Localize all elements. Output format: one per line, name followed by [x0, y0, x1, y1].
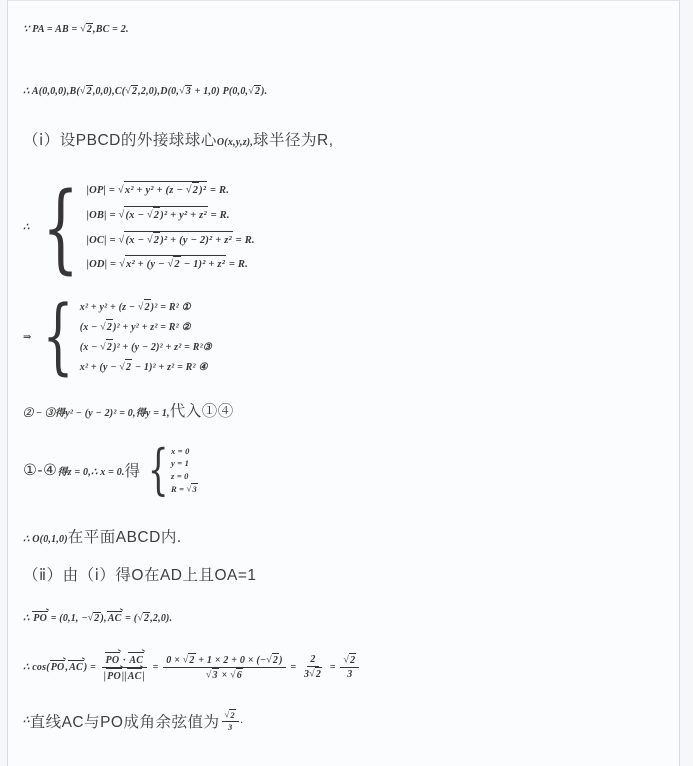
chinese-text: 得 [124, 463, 141, 481]
chinese-text: 在平面ABCD内. [67, 528, 182, 546]
vector-overbar: PO [105, 652, 121, 667]
line-subtract-2-3 [23, 399, 679, 421]
math-text: ∴ O(0,1,0) [23, 533, 68, 545]
sqrt-radical: √2 [224, 709, 235, 720]
sqrt-radical: √x² + y² + (z − √2)² [118, 181, 207, 200]
equation-system: { x² + y² + (z − √2)² = R² ① (x − √2)² + y² + z² = R² ② (x − √2)² + (y − 2)² + z² = R²③ x² + (y − √2 − 1)² + z² = R² ④ [42, 289, 212, 385]
equation-row: z = 0 [170, 470, 189, 481]
equation-row: R = √3 [170, 483, 197, 494]
sqrt-radical: √2 [147, 232, 160, 250]
fraction: $\frac{√2}{3}$ [340, 653, 359, 681]
system-squared [23, 289, 679, 385]
sqrt-radical: √2 [186, 182, 199, 200]
equation-system: { |OP| = √x² + y² + (z − √2)² = R. |OB| = √(x − √2)² + y² + z² = R. |OC| = √(x − √2)² + (y − 2)² + z² = R. |OD| = √x² + (y − √2 − 1)² + z² = R. [41, 171, 255, 284]
sqrt-radical: √x² + (y − √2 − 1)² + z² [119, 255, 226, 274]
fraction: $\frac{PO \cdot AC}{|PO||AC|}$ [101, 652, 148, 683]
math-text: ∴ cos(PO,AC) = $\frac{PO \cdot AC}{|PO||AC|}$ = $\frac{0 \times √2 + 1 \times 2 + 0 \times (-√2)}{√3 \times √6}$ = $\frac{2}{3√2}$ = $\frac{√2}{3}$ [23, 652, 361, 683]
sqrt-radical: √(x − √2)² + (y − 2)² + z² [119, 231, 233, 250]
line-given [23, 23, 679, 35]
chinese-text: （ⅱ）由（ⅰ）得O在AD上且OA=1 [23, 566, 257, 584]
sqrt-radical: √2 [137, 612, 150, 624]
sqrt-radical: √2 [182, 654, 195, 666]
sqrt-radical: √2 [119, 359, 132, 375]
math-text: ∵ PA = AB = √2,BC = 2. [23, 23, 129, 35]
chinese-text: 直线AC与PO成角余弦值为 [29, 713, 220, 731]
math-text: ∴ A(0,0,0),B(√2,0,0),C(√2,2,0),D(0,√3 + 1,0) P(0,0,√2). [23, 85, 268, 97]
equation-row: y = 1 [170, 458, 190, 469]
vector-overbar: AC [127, 668, 143, 683]
vector-overbar: AC [128, 652, 144, 667]
math-text: ② − ③得y² − (y − 2)² = 0,得y = 1, [23, 408, 170, 420]
vector-overbar: PO [106, 668, 122, 683]
line-center-in-plane [23, 525, 679, 547]
line-conclusion [23, 709, 679, 733]
math-text: ∴ [23, 222, 30, 234]
sqrt-radical: √2 [138, 299, 151, 315]
sqrt-radical: √6 [230, 669, 242, 681]
line-coordinates [23, 85, 679, 97]
vector-overbar: AC [107, 612, 122, 624]
math-text: ∴ PO = (0,1, −√2),AC = (√2,2,0). [23, 612, 173, 624]
math-text: ⇒ [23, 331, 32, 343]
sqrt-radical: √3 [205, 669, 218, 681]
math-text: O(x,y,z), [216, 137, 254, 148]
chinese-text: 球半径为R, [253, 132, 334, 149]
sqrt-radical: √(x − √2)² + y² + z² [119, 206, 208, 225]
sqrt-radical: √2 [100, 339, 113, 355]
sqrt-radical: √2 [343, 654, 356, 667]
line-subtract-1-4 [23, 438, 679, 502]
equation-system: { x = 0 y = 1 z = 0 R = √3 [147, 438, 197, 502]
vector-overbar: PO [33, 612, 47, 624]
math-text: 得z = 0,∴ x = 0. [57, 466, 125, 478]
sqrt-radical: √2 [87, 612, 100, 624]
vector-overbar: AC [69, 661, 83, 673]
fraction: $\frac{√2}{3}$ [222, 709, 239, 733]
sqrt-radical: √2 [167, 256, 180, 274]
sqrt-radical: √3 [186, 483, 197, 494]
equation-row: x = 0 [170, 446, 190, 457]
math-text: ∴ [23, 715, 30, 727]
sqrt-radical: √2 [79, 85, 92, 97]
line-cosine-calc [23, 652, 679, 683]
sqrt-radical: √2 [100, 319, 113, 335]
sqrt-radical: √2 [248, 85, 261, 97]
system-distances [23, 171, 679, 284]
equation-row: x² + (y − √2 − 1)² + z² = R² ④ [80, 359, 212, 375]
sqrt-radical: √2 [80, 23, 93, 35]
fraction: $\frac{2}{3√2}$ [303, 654, 322, 681]
math-text: $\frac{√2}{3}$ . [220, 709, 244, 733]
system-rows [87, 178, 255, 277]
equation-row: |OD| = √x² + (y − √2 − 1)² + z² = R. [87, 255, 255, 274]
sqrt-radical: √2 [147, 207, 160, 225]
chinese-text: 代入①④ [169, 403, 234, 421]
sqrt-radical: √2 [266, 654, 279, 666]
equation-row: |OC| = √(x − √2)² + (y − 2)² + z² = R. [87, 231, 255, 250]
fraction: $\frac{0 \times √2 + 1 \times 2 + 0 \times (-√2)}{√3 \times √6}$ [163, 653, 285, 682]
system-rows [80, 297, 212, 377]
line-part1-header [23, 128, 679, 150]
equation-row: |OB| = √(x − √2)² + y² + z² = R. [87, 206, 255, 225]
equation-row: (x − √2)² + y² + z² = R² ② [80, 319, 212, 335]
equation-row: x² + y² + (z − √2)² = R² ① [80, 299, 212, 315]
line-part2-header [23, 563, 679, 585]
equation-row: |OP| = √x² + y² + (z − √2)² = R. [87, 181, 255, 200]
sqrt-radical: √2 [125, 85, 138, 97]
solution-document-panel [7, 0, 680, 766]
line-vectors [23, 611, 679, 624]
system-rows [171, 445, 198, 495]
equation-row: (x − √2)² + (y − 2)² + z² = R²③ [80, 339, 212, 355]
chinese-text: ①-④ [23, 461, 58, 479]
sqrt-radical: √3 [179, 85, 191, 97]
sqrt-radical: √2 [309, 668, 322, 681]
vector-overbar: PO [50, 661, 65, 673]
chinese-text: （ⅰ）设PBCD的外接球球心 [23, 132, 217, 149]
